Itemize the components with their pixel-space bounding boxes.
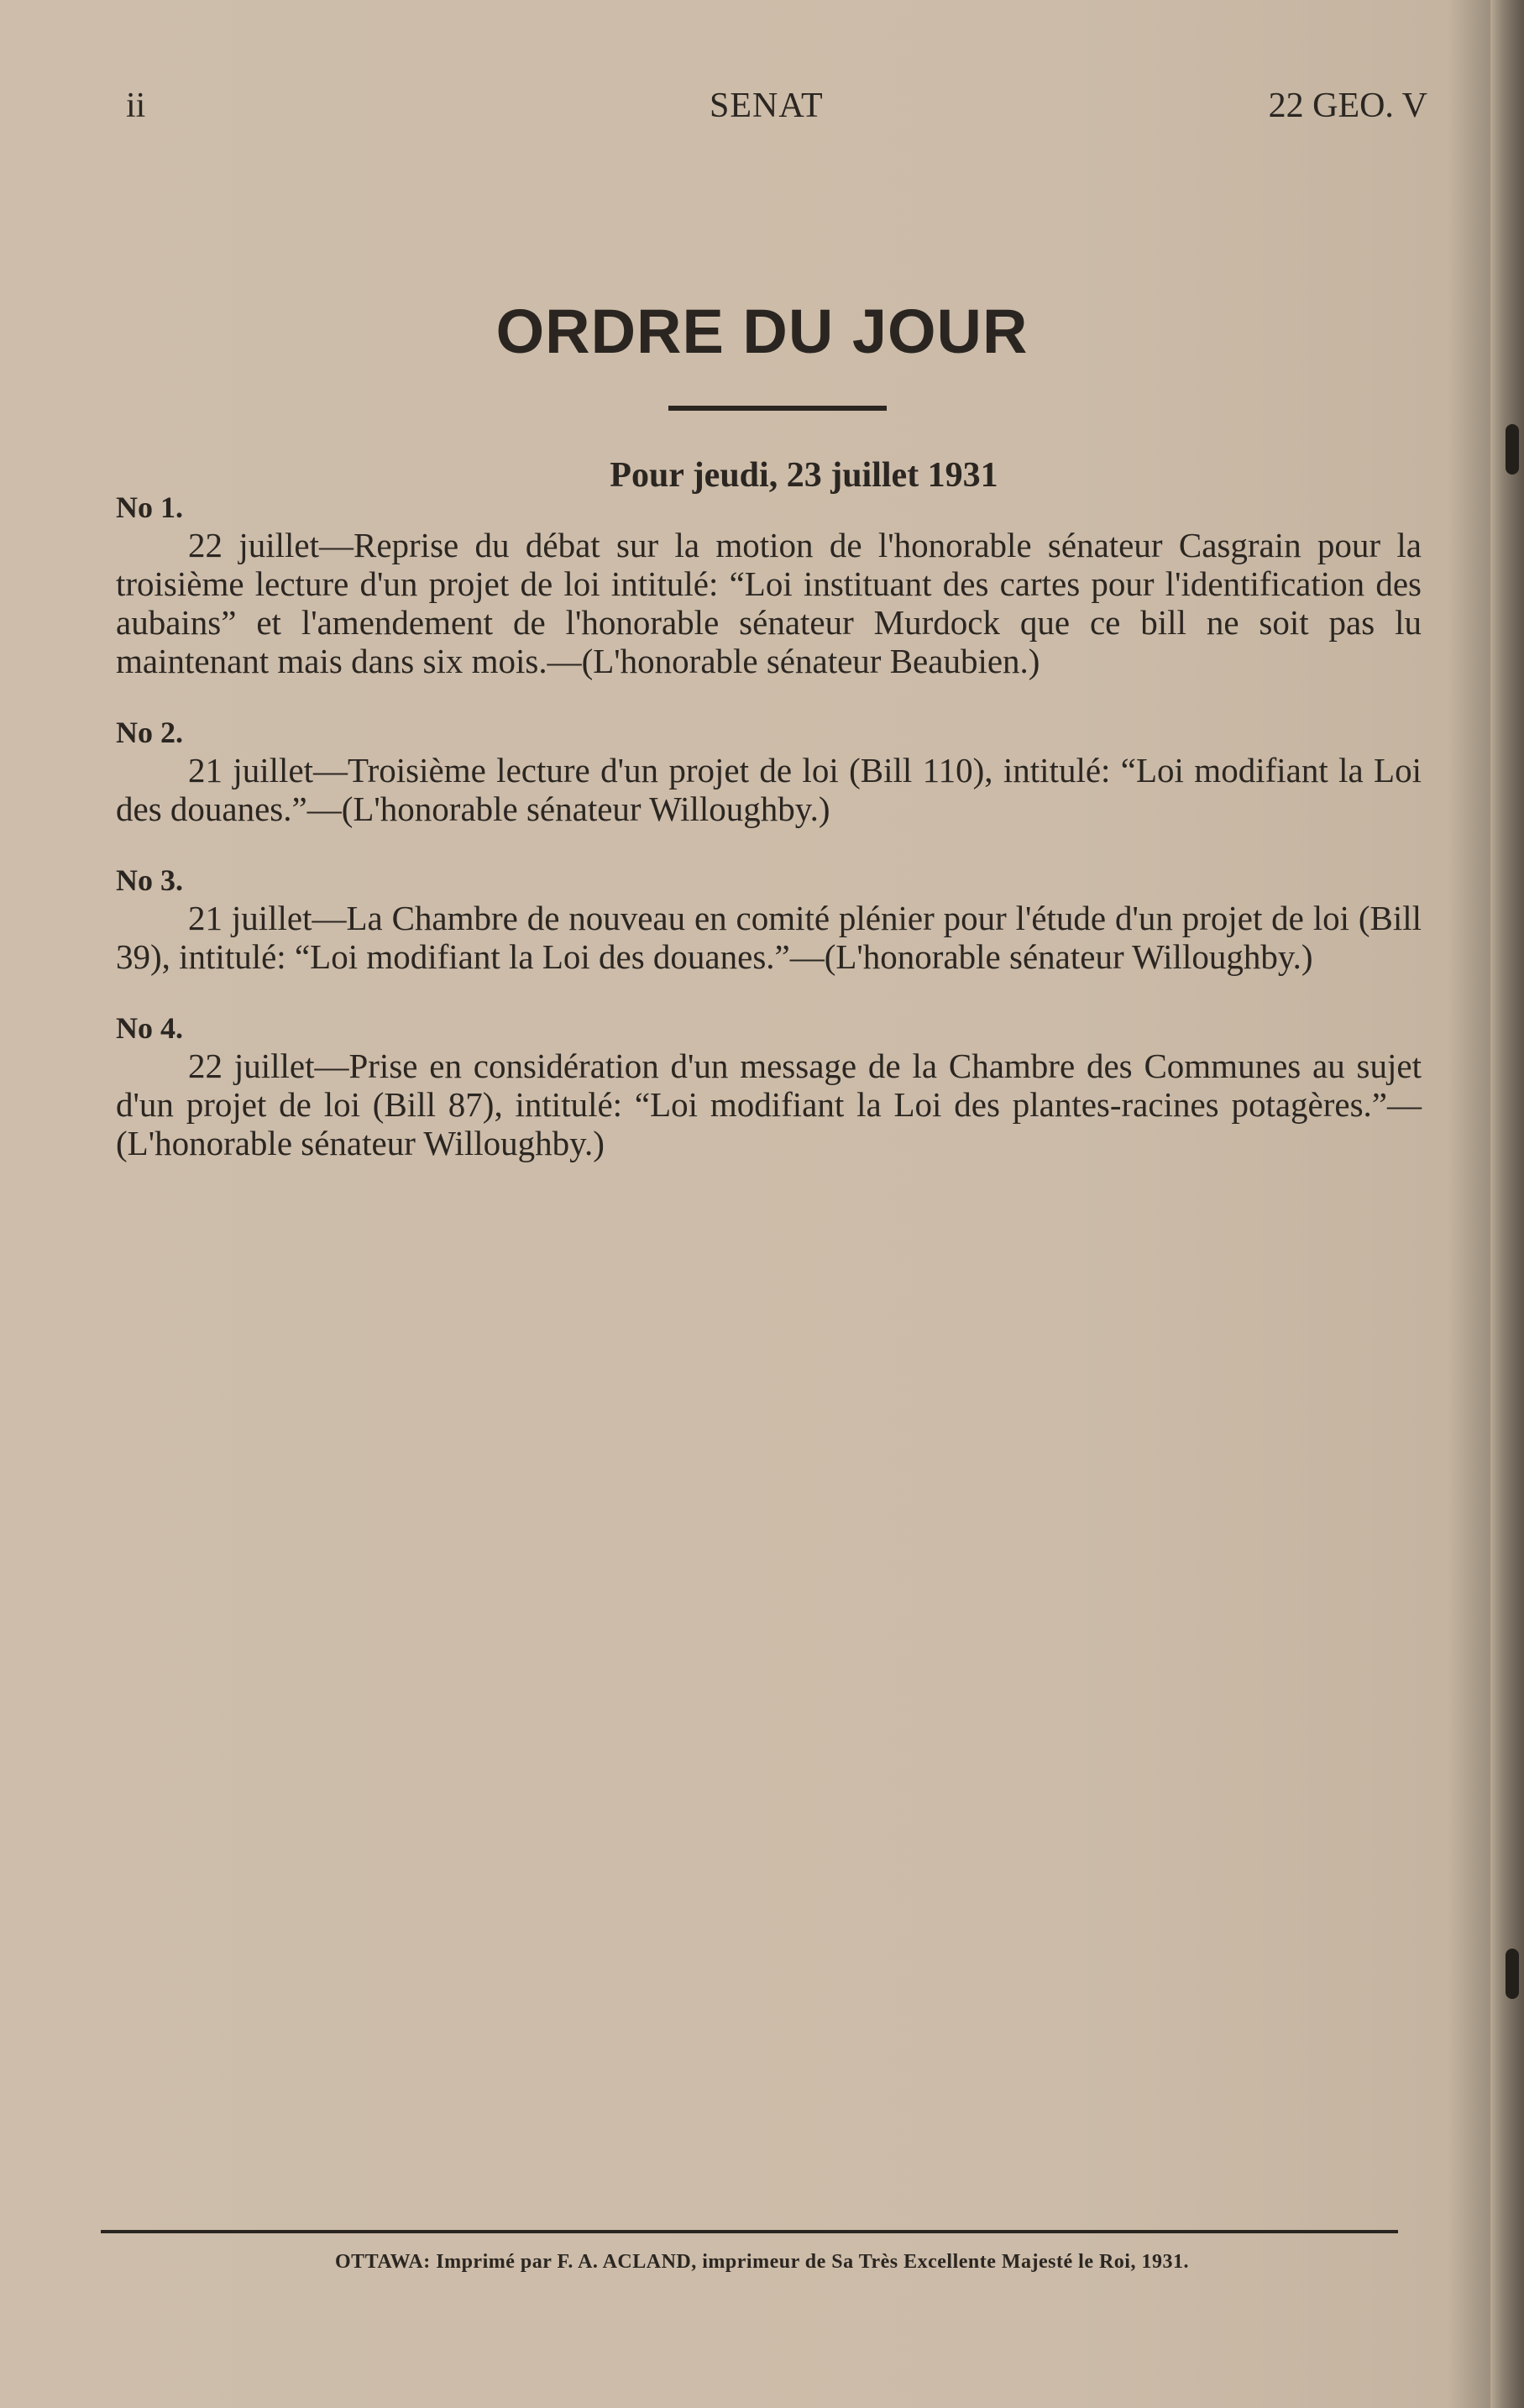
item-number: No 1. <box>116 491 183 524</box>
item-text: 21 juillet—La Chambre de nouveau en comité plénier pour l'étude d'un projet de loi (Bill 39), intitulé: “Loi modifiant la Loi des douanes.”—(L'honorable sénateur Willoughby.) <box>116 899 1422 976</box>
item-text: 21 juillet—Troisième lecture d'un projet de loi (Bill 110), intitulé: “Loi modifiant la Loi des douanes.”—(L'honorable sénateur Willoughby.) <box>116 751 1422 828</box>
footer-rule <box>101 2230 1398 2233</box>
running-header <box>126 86 1427 128</box>
binding-hole <box>1506 1949 1519 1999</box>
item-number: No 3. <box>116 863 183 897</box>
page-number: ii <box>126 87 146 125</box>
agenda-item <box>116 489 1422 680</box>
agenda-item <box>116 862 1422 976</box>
agenda-items <box>116 489 1422 1196</box>
item-text: 22 juillet—Prise en considération d'un message de la Chambre des Communes au sujet d'un projet de loi (Bill 87), intitulé: “Loi modifiant la Loi des plantes-racines potagères.”—(L'honorable sénateur Willoughby.) <box>116 1047 1422 1162</box>
item-number: No 2. <box>116 716 183 749</box>
agenda-item <box>116 1010 1422 1162</box>
agenda-date: Pour jeudi, 23 juillet 1931 <box>610 456 998 495</box>
item-text: 22 juillet—Reprise du débat sur la motion de l'honorable sénateur Casgrain pour la troisième lecture d'un projet de loi intitulé: “Loi instituant des cartes pour l'identification des aubains” et l'amendement de l'honorable sénateur Murdock que ce bill ne soit pas lu maintenant mais dans six mois.—(L'honorable sénateur Beaubien.) <box>116 526 1422 680</box>
item-number: No 4. <box>116 1011 183 1045</box>
agenda-item <box>116 714 1422 828</box>
title-rule <box>668 406 887 411</box>
header-section: SENAT <box>710 87 824 125</box>
header-session: 22 GEO. V <box>1268 87 1427 125</box>
page-title: ORDRE DU JOUR <box>495 296 1029 366</box>
printer-imprint: OTTAWA: Imprimé par F. A. ACLAND, imprimeur de Sa Très Excellente Majesté le Roi, 1931. <box>335 2251 1189 2273</box>
